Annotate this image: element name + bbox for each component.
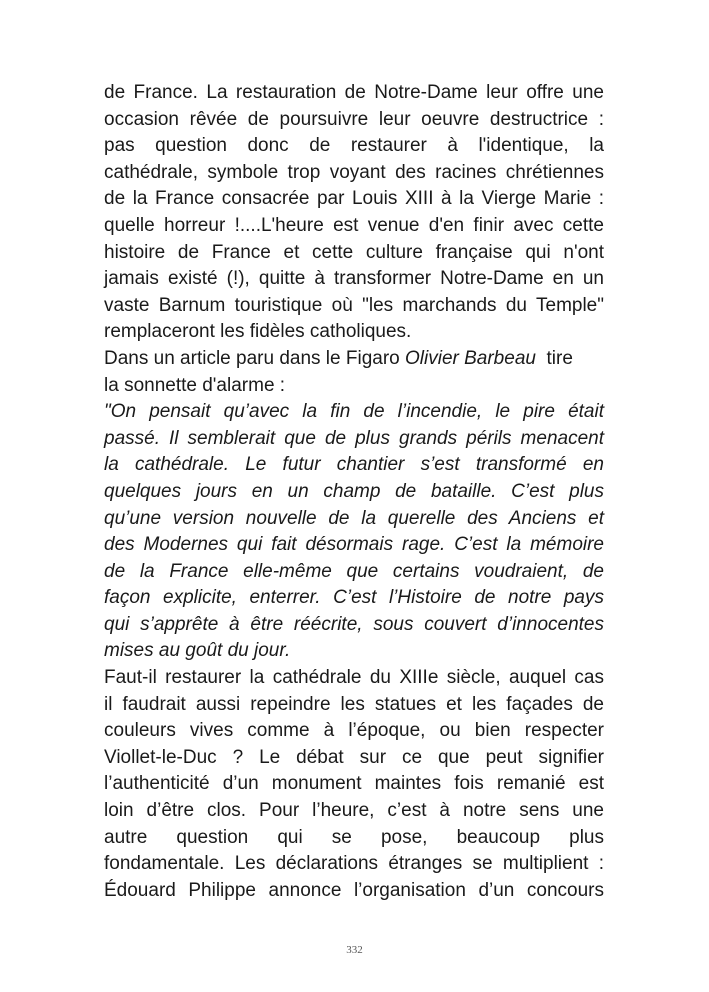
text-line: Viollet-le-Duc ? Le débat sur ce que peut signifier (104, 746, 604, 768)
quote-line: façon explicite, enterrer. C’est l’Histoire de notre pays (104, 587, 604, 609)
text-line: remplaceront les fidèles catholiques. (104, 321, 412, 343)
quote-line: "On pensait qu’avec la fin de l’incendie, le pire était (104, 401, 604, 423)
text-line: quelle horreur !....L'heure est venue d'en finir avec cette (104, 214, 604, 236)
paragraph-discussion (104, 665, 604, 904)
text-line: Édouard Philippe annonce l’organisation d’un concours (104, 879, 604, 901)
text-line: vaste Barnum touristique où "les marchands du Temple" (104, 294, 604, 316)
text-line: la sonnette d'alarme : (104, 374, 286, 396)
text-line: de la France consacrée par Louis XIII à la Vierge Marie : (104, 188, 604, 210)
text-line: histoire de France et cette culture française qui n'ont (104, 241, 604, 263)
text-line: l’authenticité d’un monument maintes fois remanié est (104, 773, 604, 795)
text-line (104, 346, 604, 373)
document-page (104, 80, 604, 904)
text-line: Faut-il restaurer la cathédrale du XIIIe siècle, auquel cas (104, 667, 604, 689)
quote-line: mises au goût du jour. (104, 640, 291, 662)
text-line: autre question qui se pose, beaucoup plus (104, 826, 604, 848)
paragraph-article-reference (104, 346, 604, 399)
text-line: cathédrale, symbole trop voyant des racines chrétiennes (104, 161, 604, 183)
text-line: loin d’être clos. Pour l’heure, c’est à notre sens une (104, 800, 604, 822)
quote-line: la cathédrale. Le futur chantier s’est transformé en (104, 454, 604, 476)
quotation (104, 399, 604, 665)
reference-text: tire (535, 347, 573, 369)
author-name: Olivier Barbeau (405, 347, 536, 369)
quote-line: qu’une version nouvelle de la querelle des Anciens et (104, 507, 604, 529)
paragraph-intro (104, 80, 604, 346)
quote-line: passé. Il semblerait que de plus grands périls menacent (104, 427, 604, 449)
quote-line: de la France elle-même que certains voudraient, de (104, 560, 604, 582)
quote-line: quelques jours en un champ de bataille. C’est plus (104, 480, 604, 502)
page-number: 332 (346, 944, 363, 956)
reference-text: Dans un article paru dans le Figaro (104, 347, 405, 369)
text-line: il faudrait aussi repeindre les statues et les façades de (104, 693, 604, 715)
text-line: jamais existé (!), quitte à transformer Notre-Dame en un (104, 268, 604, 290)
text-line: fondamentale. Les déclarations étranges se multiplient : (104, 853, 604, 875)
quote-line: qui s’apprête à être réécrite, sous couvert d’innocentes (104, 613, 604, 635)
text-line: couleurs vives comme à l’époque, ou bien respecter (104, 720, 604, 742)
text-line: pas question donc de restaurer à l'identique, la (104, 135, 604, 157)
text-line: occasion rêvée de poursuivre leur oeuvre destructrice : (104, 108, 604, 130)
quote-line: des Modernes qui fait désormais rage. C’est la mémoire (104, 534, 604, 556)
text-line: de France. La restauration de Notre-Dame leur offre une (104, 82, 604, 103)
